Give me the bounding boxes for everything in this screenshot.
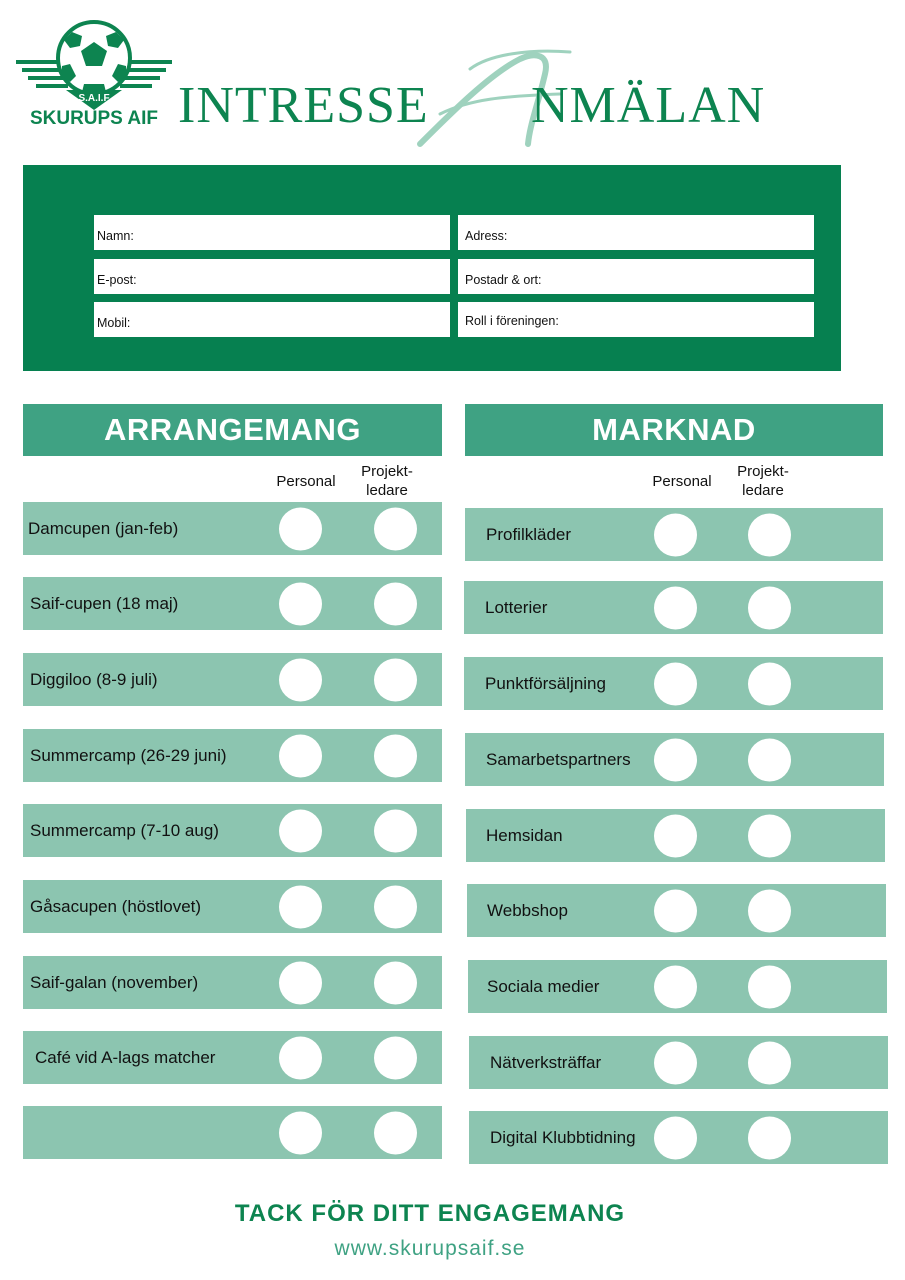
postal-label: Postadr & ort: [465,273,542,287]
row-label: Summercamp (26-29 juni) [30,745,227,765]
role-field[interactable] [458,302,814,337]
mobile-label: Mobil: [97,316,131,330]
projektledare-checkbox[interactable] [748,814,791,857]
arrangemang-row [23,577,442,630]
arrangemang-row [23,1106,442,1159]
personal-checkbox[interactable] [654,513,697,556]
row-label: Café vid A-lags matcher [35,1047,216,1067]
marknad-row [468,960,887,1013]
row-label: Profilkläder [486,524,572,544]
row-label: Punktförsäljning [485,673,606,693]
projektledare-checkbox[interactable] [374,961,417,1004]
personal-checkbox[interactable] [279,809,322,852]
website-link[interactable]: www.skurupsaif.se [334,1237,526,1260]
arrangemang-row [23,729,442,782]
arrangemang-row [23,956,442,1009]
projektledare-checkbox[interactable] [748,586,791,629]
col-projekt-left-line1: Projekt- [361,463,413,480]
row-label: Summercamp (7-10 aug) [30,820,219,840]
marknad-row [469,1111,888,1164]
marknad-row [466,809,885,862]
name-field[interactable] [94,215,450,250]
thanks-message: TACK FÖR DITT ENGAGEMANG [234,1200,626,1227]
svg-text:S.A.I.F: S.A.I.F [78,93,110,104]
col-personal-right: Personal [652,473,712,490]
marknad-title: MARKNAD [592,412,756,447]
personal-checkbox[interactable] [279,507,322,550]
row-label: Hemsidan [486,825,563,845]
row-label: Sociala medier [487,976,600,996]
email-field[interactable] [94,259,450,294]
row-label: Saif-cupen (18 maj) [30,593,179,613]
club-logo [14,20,174,132]
projektledare-checkbox[interactable] [748,1041,791,1084]
role-label: Roll i föreningen: [465,314,559,328]
row-label: Gåsacupen (höstlovet) [30,896,202,916]
projektledare-checkbox[interactable] [748,889,791,932]
personal-checkbox[interactable] [654,965,697,1008]
name-label: Namn: [97,229,134,243]
personal-checkbox[interactable] [654,814,697,857]
projektledare-checkbox[interactable] [748,662,791,705]
svg-text:A: A [410,44,412,45]
marknad-row [465,733,884,786]
row-label: Webbshop [487,900,568,920]
projektledare-checkbox[interactable] [748,513,791,556]
title-part1: INTRESSE [178,77,429,134]
mobile-field[interactable] [94,302,450,337]
projektledare-checkbox[interactable] [374,1036,417,1079]
personal-checkbox[interactable] [654,1116,697,1159]
row-label: Diggiloo (8-9 juli) [30,669,158,689]
row-label: Saif-galan (november) [30,972,199,992]
projektledare-checkbox[interactable] [374,582,417,625]
arrangemang-row [23,653,442,706]
projektledare-checkbox[interactable] [374,809,417,852]
personal-checkbox[interactable] [279,582,322,625]
personal-checkbox[interactable] [279,734,322,777]
personal-checkbox[interactable] [279,885,322,928]
personal-checkbox[interactable] [654,738,697,781]
row-label: Damcupen (jan-feb) [28,518,179,538]
row-label: Digital Klubbtidning [490,1127,636,1147]
col-personal-left: Personal [276,473,336,490]
marknad-header [465,404,883,456]
personal-checkbox[interactable] [654,889,697,932]
projektledare-checkbox[interactable] [374,658,417,701]
address-label: Adress: [465,229,508,243]
personal-checkbox[interactable] [279,1036,322,1079]
address-field[interactable] [458,215,814,250]
personal-checkbox[interactable] [654,1041,697,1084]
marknad-row [465,508,883,561]
projektledare-checkbox[interactable] [374,1111,417,1154]
email-label: E-post: [97,273,137,287]
arrangemang-row [23,880,442,933]
row-label: Nätverksträffar [490,1052,602,1072]
projektledare-checkbox[interactable] [374,885,417,928]
projektledare-checkbox[interactable] [748,738,791,781]
title-part2: NMÄLAN [531,77,766,134]
col-projekt-right-line1: Projekt- [737,463,789,480]
col-projekt-right [724,462,802,500]
col-projekt-right-line2: ledare [742,482,784,499]
projektledare-checkbox[interactable] [748,965,791,1008]
personal-checkbox[interactable] [279,961,322,1004]
projektledare-checkbox[interactable] [748,1116,791,1159]
arrangemang-header [23,404,442,456]
col-projekt-left [348,462,426,500]
col-projekt-left-line2: ledare [366,482,408,499]
personal-checkbox[interactable] [279,1111,322,1154]
marknad-row [464,657,883,710]
arrangemang-row [23,1031,442,1084]
arrangemang-row [23,502,442,555]
arrangemang-row [23,804,442,857]
projektledare-checkbox[interactable] [374,734,417,777]
row-label: Lotterier [485,597,548,617]
row-label: Samarbetspartners [486,749,631,769]
svg-text:SKURUPS AIF: SKURUPS AIF [29,108,159,129]
marknad-row [464,581,883,634]
projektledare-checkbox[interactable] [374,507,417,550]
postal-field[interactable] [458,259,814,294]
marknad-row [469,1036,888,1089]
personal-checkbox[interactable] [654,662,697,705]
arrangemang-title: ARRANGEMANG [104,412,361,447]
contact-form [23,165,841,371]
marknad-row [467,884,886,937]
personal-checkbox[interactable] [654,586,697,629]
personal-checkbox[interactable] [279,658,322,701]
